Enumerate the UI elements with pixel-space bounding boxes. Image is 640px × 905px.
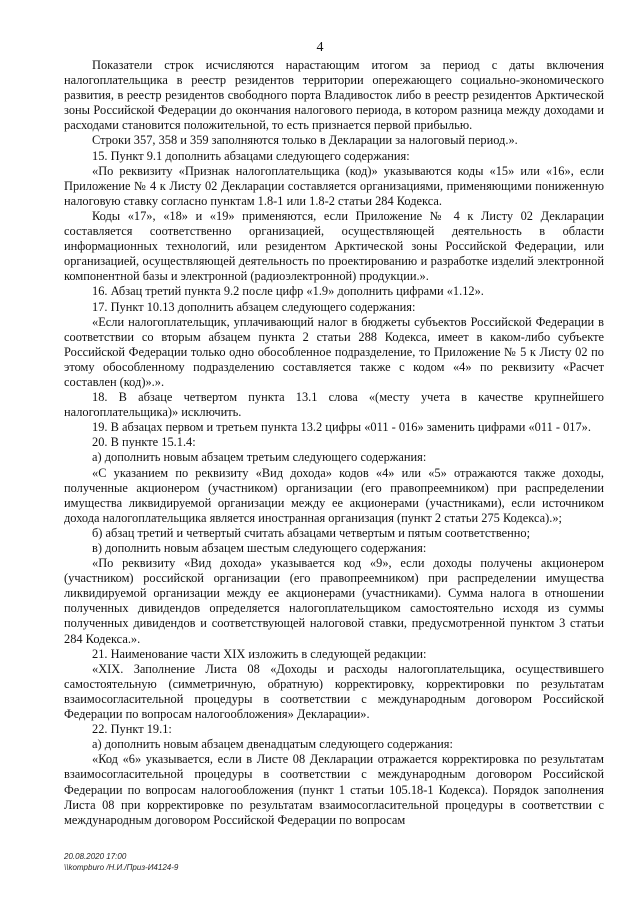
paragraph: Показатели строк исчисляются нарастающим итогом за период с даты включения налогоплательщика в реестр резидентов территории опережающего социально-экономического развития, в реестр резидентов свободного порта Владивосток либо в реестр резидентов Арктической зоны Российской Федерации до окончания налогового периода, в котором разница между доходами и расходами становится положительной, то есть признается первой прибылью. [64,58,604,133]
paragraph: 19. В абзацах первом и третьем пункта 13.2 цифры «011 - 016» заменить цифрами «011 - 017». [92,420,591,435]
paragraph: 18. В абзаце четвертом пункта 13.1 слова «(месту учета в качестве крупнейшего налогоплательщика)» исключить. [64,390,604,420]
paragraph: 22. Пункт 19.1: [92,722,172,737]
document-body [64,58,604,828]
paragraph: 17. Пункт 10.13 дополнить абзацем следующего содержания: [92,299,416,314]
paragraph: а) дополнить новым абзацем двенадцатым следующего содержания: [92,737,453,752]
paragraph: 16. Абзац третий пункта 9.2 после цифр «1.9» дополнить цифрами «1.12». [92,284,484,299]
paragraph: 20. В пункте 15.1.4: [92,435,196,450]
paragraph: «По реквизиту «Вид дохода» указывается код «9», если доходы получены акционером (участником) российской организации (его правопреемником) при распределении имущества ликвидируемой организации между ее акционерами (участниками). Сумма налога в отношении полученных дивидендов определяется налогоплательщиком самостоятельно исходя из суммы полученных дивидендов и соответствующей налоговой ставки, предусмотренной пунктом 3 статьи 284 Кодекса.». [64,556,604,646]
paragraph: б) абзац третий и четвертый считать абзацами четвертым и пятым соответственно; [92,525,531,540]
paragraph: «С указанием по реквизиту «Вид дохода» кодов «4» или «5» отражаются также доходы, полученные акционером (участником) организации (его правопреемником) при распределении имущества ликвидируемой организации между ее акционерами (участниками), если источником дохода налогоплательщика является иностранная организация (пункт 2 статьи 275 Кодекса).»; [64,465,604,525]
page-number: 4 [316,40,324,55]
paragraph: «XIX. Заполнение Листа 08 «Доходы и расходы налогоплательщика, осуществившего самостоятельную (симметричную, обратную) корректировку, корректировки по результатам взаимосогласительной процедуры в соответствии с международным договором Российской Федерации по вопросам налогообложения» Декларации». [64,661,604,722]
paragraph: в) дополнить новым абзацем шестым следующего содержания: [92,541,427,555]
footer-file-path: \\kompburo /Н.И./Приз-И4124-9 [64,863,179,872]
paragraph: 15. Пункт 9.1 дополнить абзацами следующего содержания: [92,148,410,163]
paragraph: «Код «6» указывается, если в Листе 08 Декларации отражается корректировка по результатам взаимосогласительной процедуры в соответствии с международным договором Российской Федерации по вопросам налогообложения (пункт 1 статьи 105.18-1 Кодекса). Порядок заполнения Листа 08 при корректировке по результатам взаимосогласительной процедуры в соответствии с международным договором Российской Федерации по вопросам [64,752,604,827]
document-footer [64,851,178,873]
paragraph: Коды «17», «18» и «19» применяются, если Приложение № 4 к Листу 02 Декларации составляется соответственно организацией, осуществляющей деятельность в области информационных технологий, или резидентом Арктической зоны Российской Федерации, или организацией, осуществляющей деятельность по проектированию и разработке изделий электронной компонентной базы и электронной (радиоэлектронной) продукции.». [64,208,604,284]
paragraph: 21. Наименование части XIX изложить в следующей редакции: [92,646,427,661]
paragraph: а) дополнить новым абзацем третьим следующего содержания: [92,450,427,465]
paragraph: «Если налогоплательщик, уплачивающий налог в бюджеты субъектов Российской Федерации в соответствии со вторым абзацем пункта 2 статьи 288 Кодекса, имеет в каком-либо субъекте Российской Федерации только одно обособленное подразделение, то Приложение № 5 к Листу 02 по этому обособленному подразделению составляется также с кодом «4» по реквизиту «Расчет составлен (код)».». [64,314,604,389]
paragraph: Строки 357, 358 и 359 заполняются только в Декларации за налоговый период.». [92,133,518,148]
paragraph: «По реквизиту «Признак налогоплательщика (код)» указываются коды «15» или «16», если Приложение № 4 к Листу 02 Декларации составляется организациями, применяющими пониженную налоговую ставку согласно пунктам 1.8-1 или 1.8-2 статьи 284 Кодекса. [64,163,604,208]
footer-date: 20.08.2020 17:00 [64,852,127,861]
